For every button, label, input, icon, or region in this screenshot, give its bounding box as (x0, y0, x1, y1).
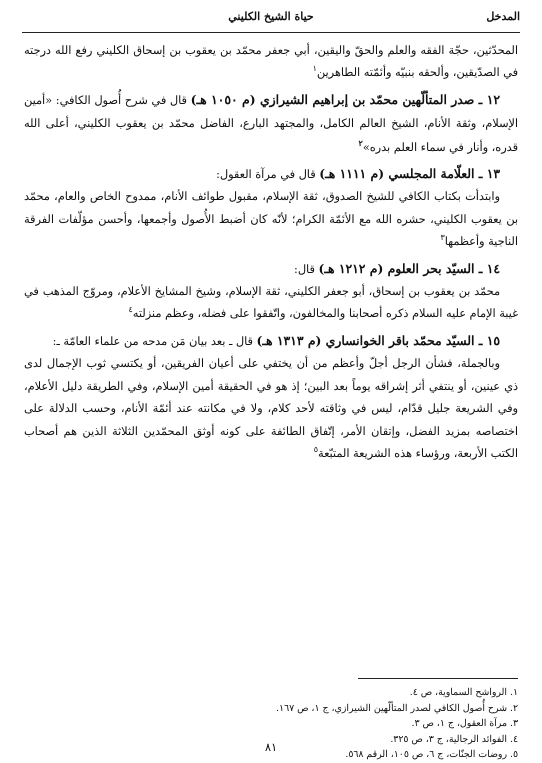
footnote-ref: ٤ (128, 305, 133, 315)
main-text (24, 40, 518, 465)
entry-15-quote: وبالجملة، فشأن الرجل أجلّ وأعظم من أن يختفي على أعيان الفريقين، أو يكتسي ثوب الإجمال لدى ذي عينين، أو ينتفي أثر إشراقه يوماً بعد البين؛ إذ هو في الحقيقة أمين الإسلام، وفي الطريقة دليل الأعلام، وفي الشريعة جليل قدّام، ليس في وثاقته لأحد كلام، ولا في مكانته عند أئمّة الأنام، وحسب الدلالة على اختصاصه بمزيد الفضل، وإتقان الأمر، إتّفاق الطائفة على كونه أوثق المحمّدين الثلاثة الذين هم أصحاب الكتب الأربعة، ورؤساء هذه الشريعة المتبّعة$^٥$ (24, 357, 518, 460)
footnote-ref: ٣ (440, 233, 445, 243)
footnote: ٣. مرآة العقول، ج ١، ص ٣. (411, 718, 518, 730)
entry-14-quote: محمّد بن يعقوب بن إسحاق، أبو جعفر الكليني، ثقة الإسلام، وشيخ المشايخ الأعلام، ومروّج المذهب في غيبة الإمام عليه السلام ذكره أصحابنا والمخالفون، واتّفقوا على فضله، وعظم منزلته$^٤$ (24, 285, 518, 321)
running-header (22, 8, 520, 28)
entry-12-heading: ١٢ ـ صدر المتألّهين محمّد بن إبراهيم الشيرازي (م ١٠٥٠ هـ) قال في شرح أُصول الكافي: «أمين الإسلام، وثقة الأنام، الشيخ العالم الكامل، والمجتهد البارع، الفاضل محمّد بن يعقوب الكليني، أعلى الله قدره، وأنار في سماء العلم بدره»$^٢$ (24, 91, 518, 154)
entry-13-heading: ١٣ ـ العلّامة المجلسي (م ١١١١ هـ) قال في مرآة العقول: (216, 166, 500, 182)
entry-15-heading: ١٥ ـ السيّد محمّد باقر الخوانساري (م ١٣١٣ هـ) قال ـ بعد بيان مَن مدحه من علماء العامّة ـ: (52, 332, 500, 348)
footnote-ref: ١ (312, 64, 317, 74)
footnote: ١. الرواشح السماوية، ص ٤. (409, 687, 518, 698)
book-title: حياة الشيخ الكليني (228, 10, 314, 23)
footnote-ref: ٢ (358, 137, 363, 148)
footnote: ٥. روضات الجنّات، ج ٦، ص ١٠٥، الرقم ٥٦٨. (345, 749, 518, 761)
footnote-ref: ٥ (313, 445, 319, 455)
page-number: ٨١ (264, 740, 278, 754)
footnote-rule (358, 678, 518, 679)
footnote: ٤. الفوائد الرجالية، ج ٣، ص ٣٢٥. (390, 733, 518, 745)
footnote: ٢. شرح أُصول الكافي لصدر المتألّهين الشيرازي، ج ١، ص ١٦٧. (276, 702, 518, 714)
entry-13-quote: وابتدأت بكتاب الكافي للشيخ الصدوق، ثقة الإسلام، مقبول طوائف الأنام، ممدوح الخاص والعام، محمّد بن يعقوب الكليني، حشره الله مع الأئمّة الكرام؛ لأنّه كان أضبط الأُصول وأجمعها، وأحسن مؤلّفات الفرقة الناجية وأعظمها$^٣$ (24, 190, 518, 249)
section-title: المدخل (486, 10, 520, 23)
intro-paragraph: المحدّثين، حجّة الفقه والعلم والحقّ واليقين، أبي جعفر محمّد بن يعقوب بن إسحاق الكليني رفع الله درجته في الصدّيقين، وألحقه بنبيّه وأئمّته الطاهرين$^١$ (24, 44, 518, 80)
header-rule (22, 32, 520, 33)
entry-14-heading: ١٤ ـ السيّد بحر العلوم (م ١٢١٢ هـ) قال: (294, 260, 500, 276)
